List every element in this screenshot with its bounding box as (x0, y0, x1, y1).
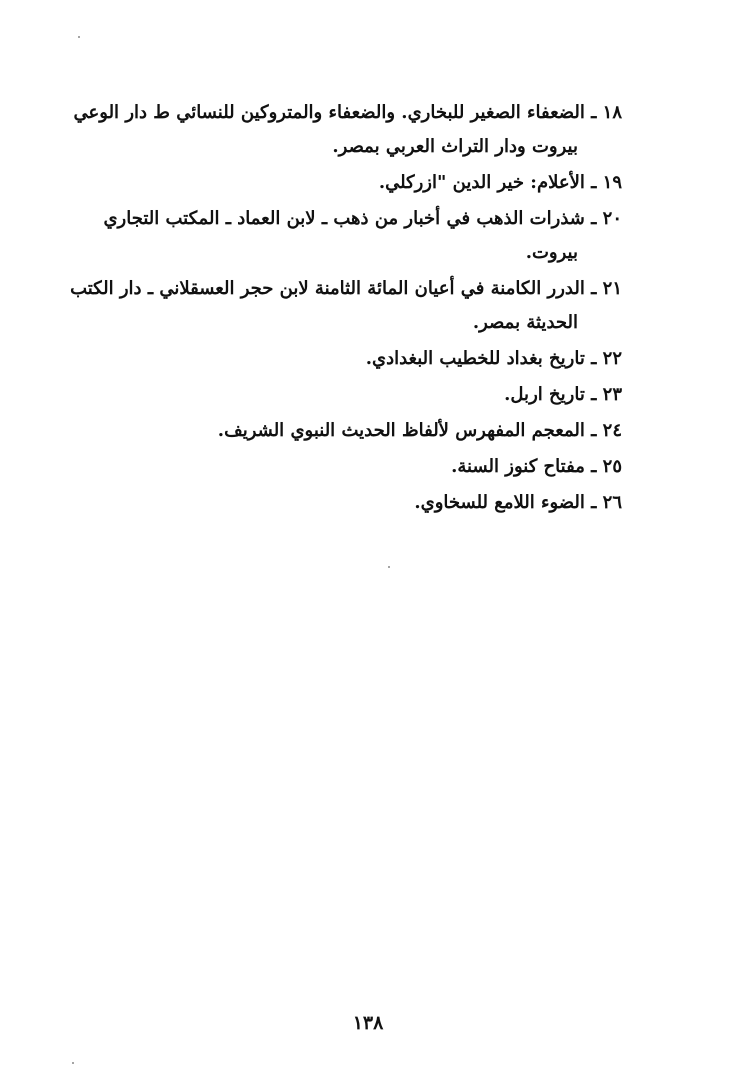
reference-continuation: بيروت ودار التراث العربي بمصر. (332, 136, 578, 157)
reference-line: ١٩ ـ الأعلام: خير الدين "ازركلي. (378, 172, 622, 193)
reference-continuation: الحديثة بمصر. (472, 312, 578, 333)
page-number: ١٣٨ (352, 1012, 384, 1034)
references-list (70, 96, 622, 520)
scan-speck (388, 566, 390, 568)
reference-entry (102, 414, 622, 448)
scan-speck (78, 36, 80, 38)
reference-entry (102, 202, 622, 270)
reference-entry (102, 166, 622, 200)
reference-line: ٢٦ ـ الضوء اللامع للسخاوي. (414, 492, 622, 513)
reference-line: ٢١ ـ الدرر الكامنة في أعيان المائة الثامنة لابن حجر العسقلاني ـ دار الكتب (70, 278, 622, 299)
reference-entry (102, 450, 622, 484)
reference-continuation: بيروت. (525, 242, 578, 263)
reference-line: ٢٥ ـ مفتاح كنوز السنة. (451, 456, 622, 477)
reference-entry (102, 378, 622, 412)
reference-entry (102, 342, 622, 376)
reference-line: ١٨ ـ الضعفاء الصغير للبخاري. والضعفاء والمتروكين للنسائي ط دار الوعي (73, 102, 622, 123)
reference-entry (102, 486, 622, 520)
reference-entry (73, 96, 622, 164)
scan-speck (72, 1062, 74, 1064)
reference-line: ٢٢ ـ تاريخ بغداد للخطيب البغدادي. (365, 348, 622, 369)
reference-line: ٢٣ ـ تاريخ اربل. (504, 384, 622, 405)
reference-entry (70, 272, 622, 340)
reference-line: ٢٤ ـ المعجم المفهرس لألفاظ الحديث النبوي الشريف. (217, 420, 622, 441)
reference-line: ٢٠ ـ شذرات الذهب في أخبار من ذهب ـ لابن العماد ـ المكتب التجاري (103, 208, 622, 229)
